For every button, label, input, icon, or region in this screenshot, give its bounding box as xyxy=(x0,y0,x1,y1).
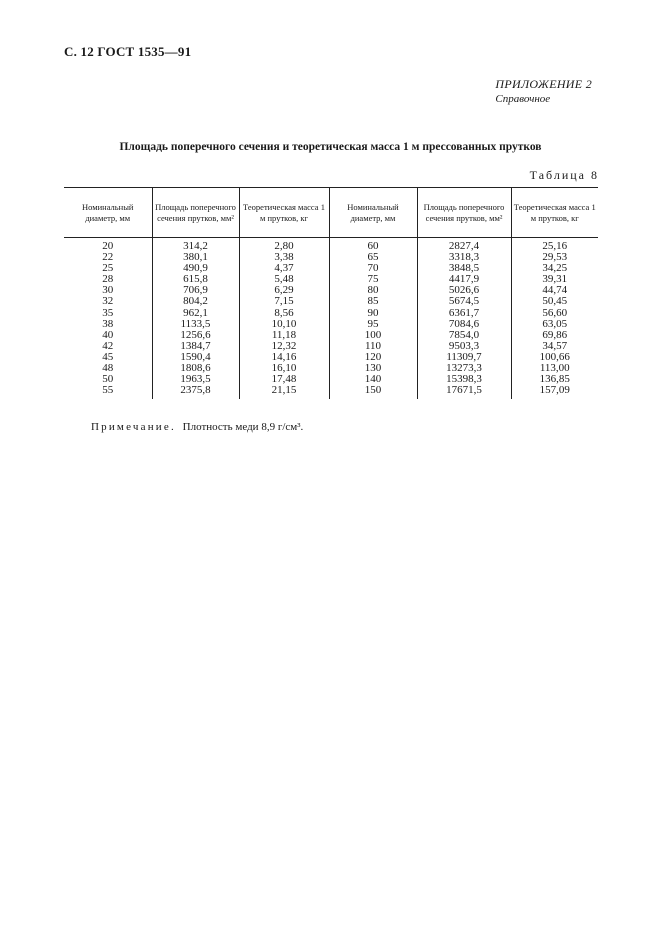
table-row xyxy=(64,330,598,341)
table-cell: 40 xyxy=(102,328,114,341)
table-cell: 50,45 xyxy=(511,296,598,307)
table-cell: 1963,5 xyxy=(152,374,239,385)
table-cell: 4,37 xyxy=(239,263,329,274)
table-cell: 2375,8 xyxy=(152,385,239,399)
table-cell: 30 xyxy=(102,284,114,297)
table-cell: 1256,6 xyxy=(152,330,239,341)
table-row xyxy=(64,374,598,385)
table-cell: 100,66 xyxy=(511,352,598,363)
table-cell: 25 xyxy=(102,262,114,275)
appendix-block xyxy=(495,77,592,105)
table-cell: 60 xyxy=(329,238,417,253)
table-cell: 22 xyxy=(102,251,114,264)
table-cell: 11309,7 xyxy=(417,352,511,363)
table-row xyxy=(64,308,598,319)
table-header-row xyxy=(64,188,598,238)
table-cell: 6361,7 xyxy=(417,308,511,319)
table-cell: 113,00 xyxy=(511,363,598,374)
table-row xyxy=(64,363,598,374)
appendix-title: ПРИЛОЖЕНИЕ 2 xyxy=(495,77,592,91)
table-row xyxy=(64,319,598,330)
table-cell: 32 xyxy=(102,295,114,308)
table-cell: 35 xyxy=(102,306,114,319)
table-cell: 962,1 xyxy=(152,308,239,319)
table-cell: 490,9 xyxy=(152,263,239,274)
table-cell: 42 xyxy=(102,339,114,352)
table-cell: 38 xyxy=(102,317,114,330)
table-cell: 15398,3 xyxy=(417,374,511,385)
table-cell: 140 xyxy=(329,374,417,385)
table-cell: 55 xyxy=(102,384,114,397)
table-row xyxy=(64,296,598,307)
header-mass: Теоретическая масса 1 м прутков, кг xyxy=(239,188,329,238)
table-cell: 9503,3 xyxy=(417,341,511,352)
table-row xyxy=(64,385,598,399)
table-cell: 21,15 xyxy=(239,385,329,399)
appendix-subtitle: Справочное xyxy=(495,93,551,105)
table-cell: 1384,7 xyxy=(152,341,239,352)
table-cell: 28 xyxy=(102,273,114,286)
table-cell: 14,16 xyxy=(239,352,329,363)
table-cell: 7854,0 xyxy=(417,330,511,341)
table-cell: 69,86 xyxy=(511,330,598,341)
table-cell: 80 xyxy=(329,285,417,296)
table-cell: 6,29 xyxy=(239,285,329,296)
table-cell: 5674,5 xyxy=(417,296,511,307)
table-cell: 90 xyxy=(329,308,417,319)
table-cell: 13273,3 xyxy=(417,363,511,374)
table-cell: 2827,4 xyxy=(417,238,511,253)
table-cell: 10,10 xyxy=(239,319,329,330)
table-cell: 56,60 xyxy=(511,308,598,319)
header-area: Площадь поперечного сечения прутков, мм² xyxy=(417,188,511,238)
table-cell: 45 xyxy=(102,350,114,363)
table-cell: 3848,5 xyxy=(417,263,511,274)
document-title: Площадь поперечного сечения и теоретическая масса 1 м прессованных прутков xyxy=(119,141,542,153)
table-row xyxy=(64,252,598,263)
table-cell: 25,16 xyxy=(511,238,598,253)
table-row xyxy=(64,274,598,285)
table-cell: 85 xyxy=(329,296,417,307)
table-cell: 380,1 xyxy=(152,252,239,263)
table-cell: 3318,3 xyxy=(417,252,511,263)
table-row xyxy=(64,341,598,352)
table-cell: 706,9 xyxy=(152,285,239,296)
note xyxy=(91,421,303,433)
table-cell: 110 xyxy=(329,341,417,352)
table-cell: 5,48 xyxy=(239,274,329,285)
table-cell: 7084,6 xyxy=(417,319,511,330)
table-row xyxy=(64,238,598,253)
table-cell: 63,05 xyxy=(511,319,598,330)
table-cell: 1133,5 xyxy=(152,319,239,330)
table-cell: 17,48 xyxy=(239,374,329,385)
table-cell: 65 xyxy=(329,252,417,263)
note-text: Плотность меди 8,9 г/см³. xyxy=(182,421,304,433)
table-cell: 17671,5 xyxy=(417,385,511,399)
table-cell: 7,15 xyxy=(239,296,329,307)
table-row xyxy=(64,352,598,363)
table-cell: 100 xyxy=(329,330,417,341)
table-cell: 20 xyxy=(102,240,114,252)
table-cell: 150 xyxy=(329,385,417,399)
table-cell: 48 xyxy=(102,362,114,375)
header-area: Площадь поперечного сечения прутков, мм² xyxy=(152,188,239,238)
table-cell: 1590,4 xyxy=(152,352,239,363)
table-cell: 11,18 xyxy=(239,330,329,341)
table-cell: 29,53 xyxy=(511,252,598,263)
table-cell: 157,09 xyxy=(511,385,598,399)
table-cell: 34,57 xyxy=(511,341,598,352)
table-cell: 50 xyxy=(102,373,114,386)
header-mass: Теоретическая масса 1 м прутков, кг xyxy=(511,188,598,238)
table-cell: 4417,9 xyxy=(417,274,511,285)
data-table-container xyxy=(64,187,598,399)
table-row xyxy=(64,285,598,296)
table-cell: 16,10 xyxy=(239,363,329,374)
table-cell: 120 xyxy=(329,352,417,363)
note-label: Примечание. xyxy=(91,421,176,433)
table-cell: 8,56 xyxy=(239,308,329,319)
header-diameter: Номинальный диаметр, мм xyxy=(64,188,152,238)
table-body xyxy=(64,238,598,400)
table-cell: 136,85 xyxy=(511,374,598,385)
data-table xyxy=(64,187,598,399)
table-label: Таблица 8 xyxy=(529,168,599,182)
table-cell: 1808,6 xyxy=(152,363,239,374)
table-cell: 804,2 xyxy=(152,296,239,307)
table-cell: 70 xyxy=(329,263,417,274)
table-cell: 12,32 xyxy=(239,341,329,352)
table-cell: 3,38 xyxy=(239,252,329,263)
header-diameter: Номинальный диаметр, мм xyxy=(329,188,417,238)
table-cell: 95 xyxy=(329,319,417,330)
table-cell: 615,8 xyxy=(152,274,239,285)
table-cell: 130 xyxy=(329,363,417,374)
table-cell: 75 xyxy=(329,274,417,285)
table-row xyxy=(64,263,598,274)
table-cell: 314,2 xyxy=(152,238,239,253)
table-cell: 5026,6 xyxy=(417,285,511,296)
table-cell: 39,31 xyxy=(511,274,598,285)
table-cell: 34,25 xyxy=(511,263,598,274)
table-cell: 2,80 xyxy=(239,238,329,253)
table-cell: 44,74 xyxy=(511,285,598,296)
page-header: С. 12 ГОСТ 1535—91 xyxy=(64,44,192,59)
